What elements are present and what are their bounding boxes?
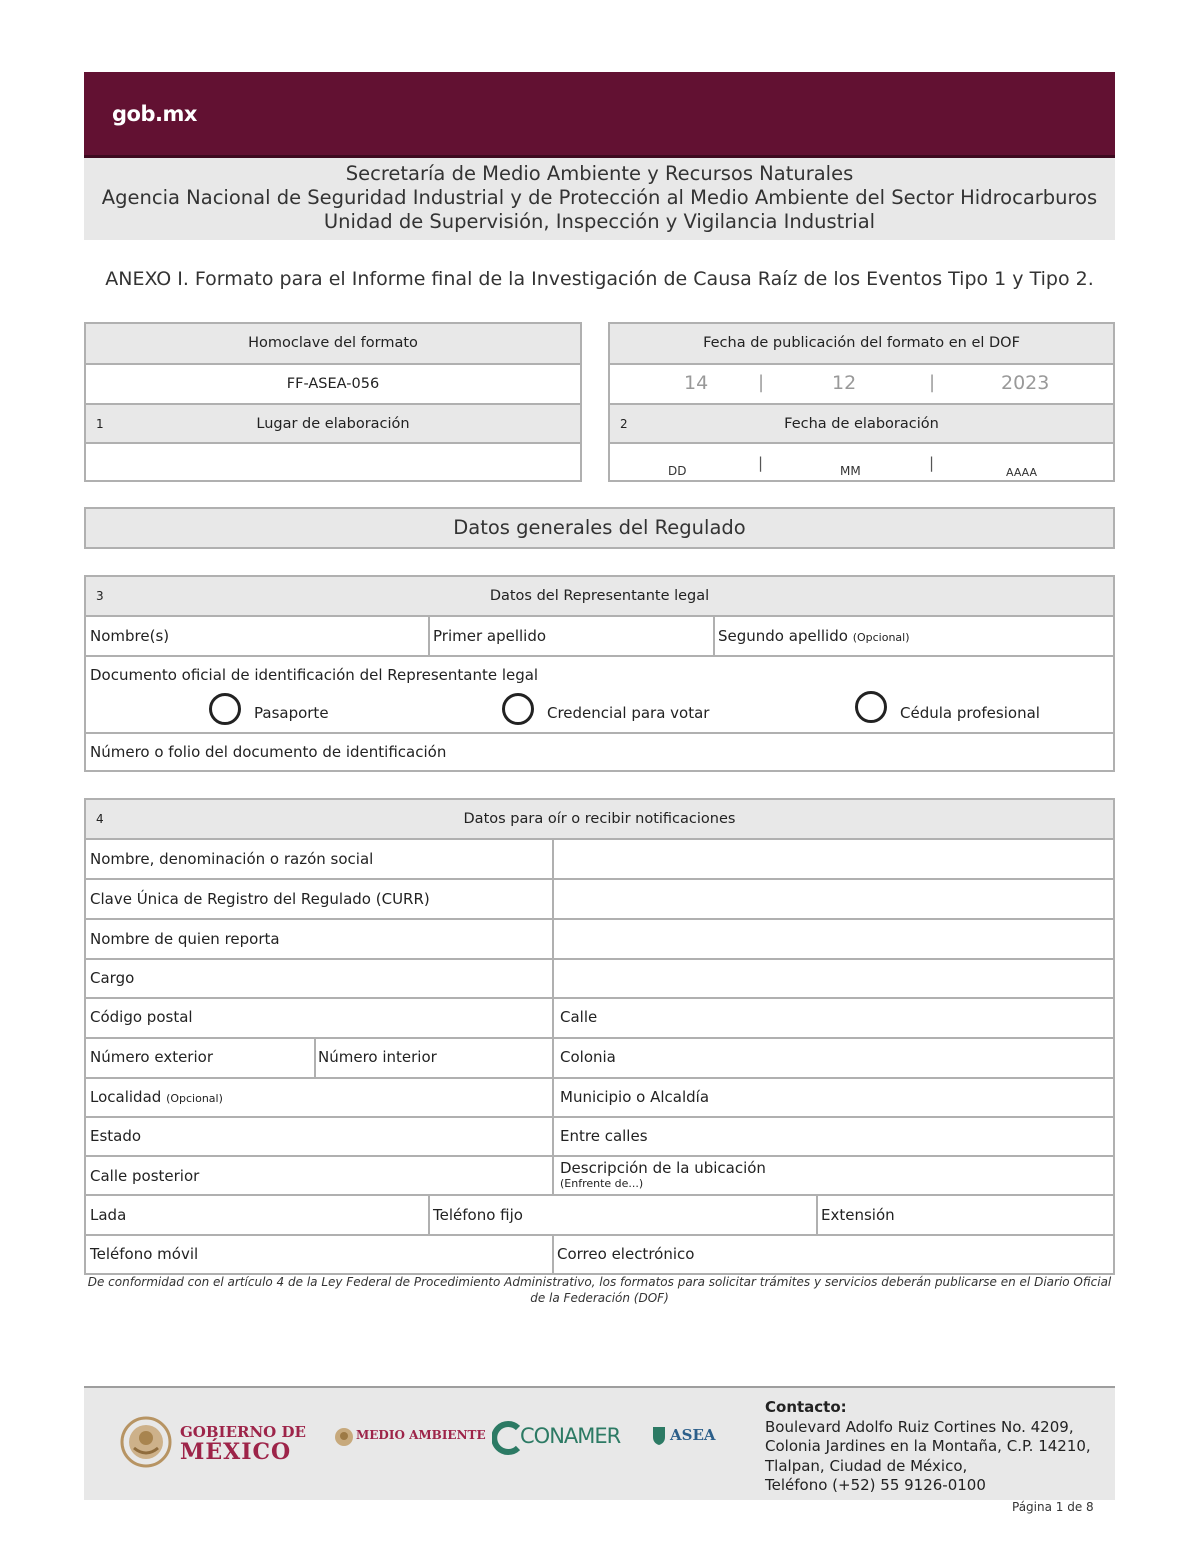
lugar-label: Lugar de elaboración — [256, 416, 410, 432]
primer-apellido-field[interactable]: Primer apellido — [433, 627, 547, 645]
cedula-label: Cédula profesional — [900, 704, 1040, 722]
localidad-field[interactable] — [90, 1088, 223, 1106]
lada-field[interactable]: Lada — [90, 1206, 127, 1224]
opcional-note: (Opcional) — [852, 631, 910, 644]
credencial-radio[interactable] — [502, 693, 534, 725]
curr-input[interactable] — [554, 880, 1113, 918]
segundo-apellido-label: Segundo apellido — [718, 627, 848, 645]
localidad-label: Localidad — [90, 1088, 162, 1106]
conamer-c-icon — [492, 1420, 522, 1456]
field-number: 2 — [620, 417, 628, 431]
descripcion-label: Descripción de la ubicación — [560, 1159, 766, 1177]
credencial-label: Credencial para votar — [547, 704, 710, 722]
agency-line-1: Secretaría de Medio Ambiente y Recursos Naturales — [345, 162, 854, 185]
municipio-field[interactable]: Municipio o Alcaldía — [560, 1088, 710, 1106]
asea-logo: ASEA — [670, 1426, 716, 1444]
page-footer — [84, 1386, 1115, 1500]
field-number: 4 — [96, 812, 104, 826]
cp-field[interactable]: Código postal — [90, 1008, 193, 1026]
fecha-elab-header — [610, 405, 1113, 442]
lugar-header — [86, 405, 580, 442]
doc-oficial-label: Documento oficial de identificación del Representante legal — [90, 666, 539, 684]
mm-label: MM — [840, 464, 861, 478]
pub-day: 14 — [684, 372, 709, 394]
homoclave-value: FF-ASEA-056 — [286, 376, 380, 392]
agency-line-3: Unidad de Supervisión, Inspección y Vigilancia Industrial — [323, 210, 876, 233]
date-separator: | — [929, 454, 935, 472]
reporta-input[interactable] — [554, 920, 1113, 958]
cargo-input[interactable] — [554, 960, 1113, 997]
reporta-label: Nombre de quien reporta — [90, 930, 280, 948]
contact-line-3: Tlalpan, Ciudad de México, — [765, 1456, 968, 1475]
pub-year: 2023 — [1001, 372, 1050, 394]
logo-gobierno-text: GOBIERNO DE — [180, 1423, 306, 1441]
contact-line-4: Teléfono (+52) 55 9126-0100 — [765, 1476, 986, 1494]
calle-field[interactable]: Calle — [560, 1008, 598, 1026]
enfrente-note: (Enfrente de...) — [560, 1177, 644, 1190]
date-separator: | — [758, 454, 764, 472]
dof-box — [608, 322, 1115, 482]
date-separator: | — [929, 372, 936, 393]
annex-title: ANEXO I. Formato para el Informe final de la Investigación de Causa Raíz de los Eventos Tipo 1 y Tipo 2. — [105, 268, 1094, 290]
pasaporte-label: Pasaporte — [254, 704, 329, 722]
colonia-field[interactable]: Colonia — [560, 1048, 616, 1066]
medio-ambiente-logo: MEDIO AMBIENTE — [356, 1428, 486, 1442]
segundo-apellido-field[interactable] — [718, 627, 910, 645]
medio-ambiente-seal-icon — [334, 1426, 354, 1448]
tel-fijo-field[interactable]: Teléfono fijo — [433, 1206, 523, 1224]
field-number: 1 — [96, 417, 104, 431]
nombre-field[interactable]: Nombre(s) — [90, 627, 170, 645]
logo-mexico-text: MÉXICO — [180, 1439, 292, 1465]
contact-line-2: Colonia Jardines en la Montaña, C.P. 14210, — [765, 1437, 1091, 1455]
razon-social-input[interactable] — [554, 840, 1113, 878]
contact-line-1: Boulevard Adolfo Ruiz Cortines No. 4209, — [765, 1417, 1074, 1436]
field-number: 3 — [96, 589, 104, 603]
pub-date-label: Fecha de publicación del formato en el DOF — [610, 324, 1113, 363]
contact-title: Contacto: — [765, 1398, 847, 1416]
lugar-input[interactable] — [86, 444, 580, 480]
mexico-seal-icon — [120, 1416, 172, 1468]
pub-month: 12 — [832, 372, 857, 394]
asea-shield-icon — [652, 1426, 666, 1446]
gob-banner — [84, 72, 1115, 158]
conamer-logo: CONAMER — [520, 1424, 621, 1448]
gobierno-mexico-logo — [180, 1422, 306, 1465]
notif-box — [84, 798, 1115, 1275]
aaaa-label: AAAA — [1006, 466, 1038, 479]
estado-field[interactable]: Estado — [90, 1127, 142, 1145]
num-int-field[interactable]: Número interior — [318, 1048, 437, 1066]
cedula-radio[interactable] — [855, 691, 887, 723]
page-number: Página 1 de 8 — [1012, 1500, 1094, 1514]
agency-line-2: Agencia Nacional de Seguridad Industrial y de Protección al Medio Ambiente del Sector Hidrocarburos — [101, 186, 1098, 209]
section-title: Datos generales del Regulado — [84, 507, 1115, 549]
cargo-label: Cargo — [90, 969, 135, 987]
curr-label: Clave Única de Registro del Regulado (CURR) — [90, 890, 430, 908]
movil-field[interactable]: Teléfono móvil — [90, 1245, 199, 1263]
fecha-elab-input[interactable] — [610, 444, 1113, 480]
rep-legal-title: Datos del Representante legal — [489, 588, 710, 604]
gobmx-logo[interactable]: gob.mx — [112, 102, 197, 126]
correo-field[interactable]: Correo electrónico — [557, 1245, 695, 1263]
dd-label: DD — [668, 464, 687, 478]
opcional-note: (Opcional) — [166, 1092, 223, 1105]
legal-footnote — [84, 1274, 1115, 1306]
fecha-elab-label: Fecha de elaboración — [784, 416, 939, 432]
razon-social-label: Nombre, denominación o razón social — [90, 850, 374, 868]
folio-field[interactable]: Número o folio del documento de identificación — [90, 743, 447, 761]
entre-calles-field[interactable]: Entre calles — [560, 1127, 648, 1145]
notif-header — [86, 800, 1113, 838]
extension-field[interactable]: Extensión — [821, 1206, 895, 1224]
pasaporte-radio[interactable] — [209, 693, 241, 725]
date-separator: | — [758, 372, 765, 393]
descripcion-field[interactable] — [560, 1159, 766, 1190]
calle-posterior-field[interactable]: Calle posterior — [90, 1167, 200, 1185]
notif-title: Datos para oír o recibir notificaciones — [463, 811, 736, 827]
rep-legal-header — [86, 577, 1113, 615]
num-ext-field[interactable]: Número exterior — [90, 1048, 213, 1066]
format-box — [84, 322, 582, 482]
homoclave-label: Homoclave del formato — [86, 324, 580, 363]
footnote-line-2: de la Federación (DOF) — [530, 1291, 669, 1305]
contact-block — [765, 1398, 1091, 1496]
rep-legal-box — [84, 575, 1115, 772]
footnote-line-1: De conformidad con el artículo 4 de la Ley Federal de Procedimiento Administrativo, los formatos para solicitar trámites y servicios deberán publicarse en el Diario Oficial — [87, 1275, 1112, 1289]
agency-header — [84, 158, 1115, 240]
